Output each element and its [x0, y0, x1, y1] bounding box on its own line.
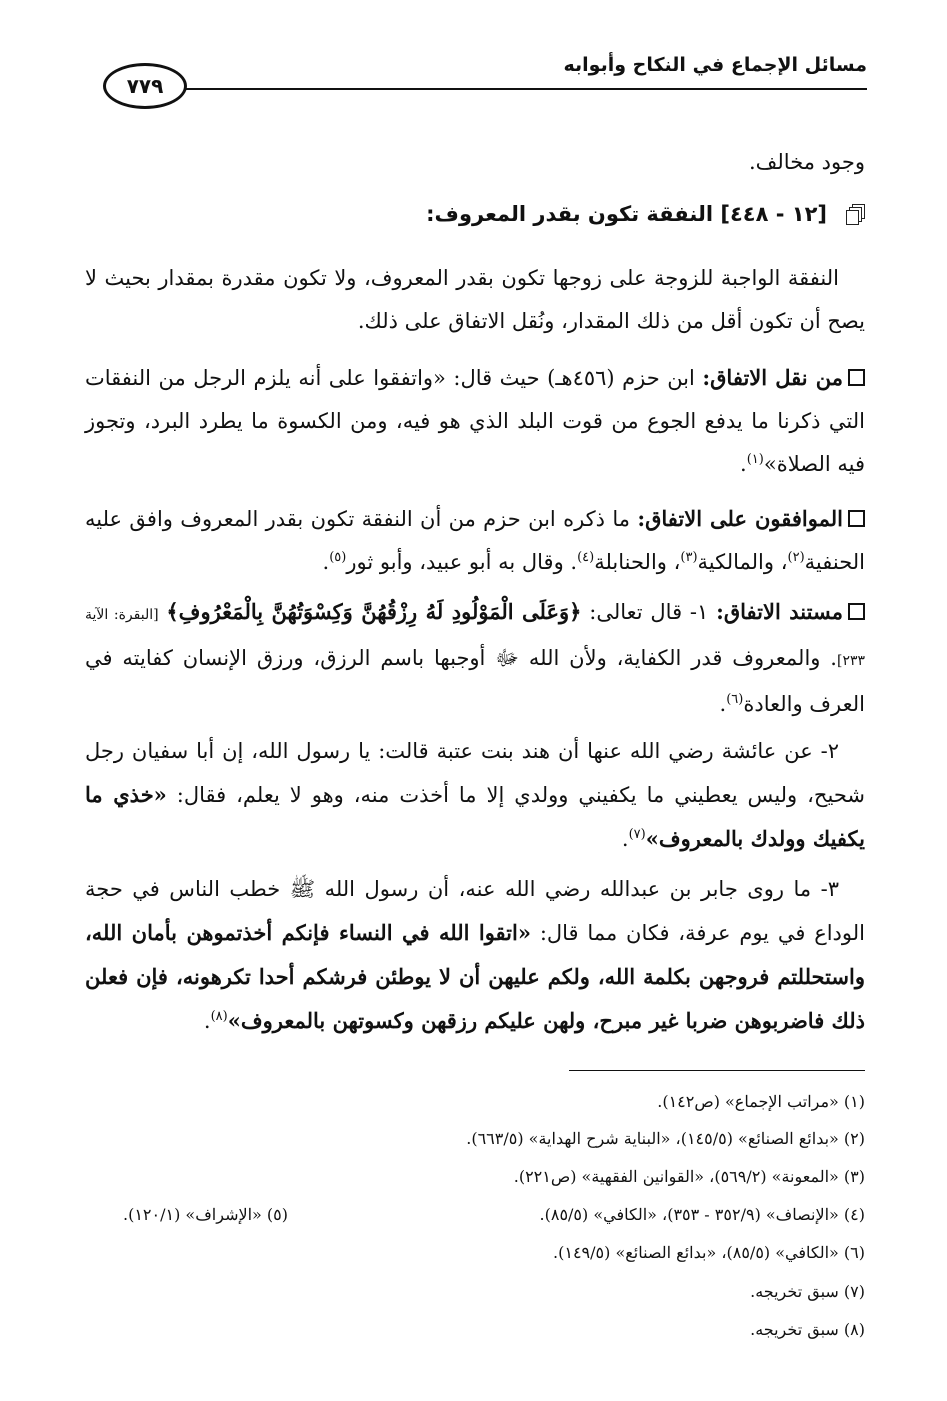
hadith-3-text: ٣- ما روى جابر بن عبدالله رضي الله عنه، أن رسول الله ﷺ خطب الناس في حجة الوداع في يوم عرفة، فكان مما قال:: [85, 877, 865, 945]
box-bullet-icon: [848, 369, 865, 386]
footnote-ref-6: (٦): [726, 692, 744, 707]
hadith-3-end: .: [203, 1009, 211, 1033]
hadith-2-end: .: [621, 827, 629, 851]
basis-label: مستند الاتفاق:: [716, 599, 843, 624]
statement-text: النفقة الواجبة للزوجة على زوجها تكون بقدر المعروف، ولا تكون مقدرة بمقدار بحيث لا يصح أن تكون أقل من ذلك المقدار، ونُقل الاتفاق على ذلك.: [85, 266, 865, 333]
footnote-6: (٦) «الكافي» (٨٥/٥)، «بدائع الصنائع» (١٤٩/٥).: [553, 1243, 865, 1262]
footnote-8: (٨) سبق تخريجه.: [750, 1320, 865, 1339]
verse-reference-2: ٢٣٣]: [836, 653, 865, 669]
footnote-ref-1: (١): [746, 452, 764, 467]
footnotes: [85, 1092, 865, 1362]
quran-verse: ﴿وَعَلَى الْمَوْلُودِ لَهُ رِزْقُهُنَّ وَكِسْوَتُهُنَّ بِالْمَعْرُوفِ﴾: [166, 599, 582, 624]
page-number: ٧٧٩: [103, 63, 187, 109]
hadith-2-paragraph: [85, 730, 865, 861]
section-heading-text: [١٢ - ٤٤٨] النفقة تكون بقدر المعروف:: [426, 202, 827, 226]
intro-text: وجود مخالف.: [748, 150, 865, 174]
footnote-1: (١) «مراتب الإجماع» (ص١٤٢).: [657, 1092, 865, 1111]
section-heading: [426, 202, 865, 226]
footnote-ref-8: (٨): [210, 1009, 228, 1024]
footnote-separator: [569, 1070, 865, 1071]
footnote-3: (٣) «المعونة» (٥٦٩/٢)، «القوانين الفقهية» (ص٢٢١).: [513, 1167, 865, 1186]
hadith-2-text: ٢- عن عائشة رضي الله عنها أن هند بنت عتبة قالت: يا رسول الله، إن أبا سفيان رجل شحيح، وليس يعطيني ما يكفيني وولدي إلا ما أخذت منه، وهو لا يعلم، فقال:: [85, 739, 865, 807]
basis-text-2: . والمعروف قدر الكفاية، ولأن الله ﷻ أوجبها باسم الرزق، ورزق الإنسان كفايته في العرف والعادة: [85, 646, 865, 716]
intro-line: [85, 141, 865, 184]
box-bullet-icon: [848, 603, 865, 620]
transmitter-text: ابن حزم (٤٥٦هـ) حيث قال: «واتفقوا على أنه يلزم الرجل من النفقات التي ذكرنا ما يدفع الجوع من قوت البلد الذي هو فيه، ومن الكسوة ما يطرد البرد، وتجوز فيه الصلاة»: [85, 366, 865, 476]
agreeing-text-3: ، والحنابلة: [594, 550, 681, 574]
verse-reference-1: [البقرة: الآية: [85, 607, 159, 623]
footnote-ref-2: (٢): [787, 550, 805, 565]
hadith-2-quote: «خذي ما يكفيك وولدك بالمعروف»: [85, 782, 865, 851]
agreeing-text-5: .: [322, 550, 330, 574]
agreeing-paragraph: [85, 497, 865, 584]
hadith-3-paragraph: [85, 868, 865, 1043]
statement-paragraph: [85, 257, 865, 343]
box-bullet-icon: [848, 510, 865, 527]
footnote-5: (٥) «الإشراف» (١٢٠/١).: [123, 1205, 289, 1224]
agreeing-text-4: . وقال به أبو عبيد، وأبو ثور: [346, 550, 578, 574]
header-rule: [185, 88, 867, 90]
footnote-ref-5: (٥): [329, 550, 347, 565]
transmitter-label: من نقل الاتفاق:: [702, 365, 843, 390]
footnote-7: (٧) سبق تخريجه.: [750, 1282, 865, 1301]
agreeing-text-2: ، والمالكية: [697, 550, 788, 574]
transmitter-paragraph: من نقل الاتفاق: ابن حزم (٤٥٦هـ) حيث قال: «واتفقوا على أنه يلزم الرجل من النفقات التي ذكرنا ما يدفع الجوع من قوت البلد الذي هو فيه، ومن الكسوة ما يطرد البرد، وتجوز فيه الصلاة»$^{(١)}$.: [85, 365, 865, 476]
footnote-ref-4: (٤): [577, 550, 595, 565]
basis-paragraph: [85, 590, 865, 726]
documents-icon: [845, 204, 865, 224]
basis-text-3: .: [719, 692, 727, 716]
hadith-3-quote: «اتقوا الله في النساء فإنكم أخذتموهن بأمان الله، واستحللتم فروجهن بكلمة الله، ولكم عليهن أن لا يوطئن فرشكم أحدا تكرهونه، فإن فعلن ذلك فاضربوهن ضربا غير مبرح، ولهن عليكم رزقهن وكسوتهن بالمعروف»: [85, 920, 865, 1033]
basis-text-1: ١- قال تعالى:: [589, 600, 709, 624]
footnote-4: (٤) «الإنصاف» (٣٥٢/٩ - ٣٥٣)، «الكافي» (٨٥/٥).: [539, 1205, 865, 1224]
running-header-title: مسائل الإجماع في النكاح وأبوابه: [563, 54, 867, 76]
agreeing-text-1: ما ذكره ابن حزم من أن النفقة تكون بقدر المعروف وافق عليه الحنفية: [85, 507, 865, 574]
agreeing-label: الموافقون على الاتفاق:: [637, 506, 843, 531]
footnote-ref-7: (٧): [628, 827, 646, 842]
footnote-ref-3: (٣): [680, 550, 698, 565]
footnote-2: (٢) «بدائع الصنائع» (١٤٥/٥)، «البناية شرح الهداية» (٦٦٣/٥).: [466, 1129, 865, 1148]
